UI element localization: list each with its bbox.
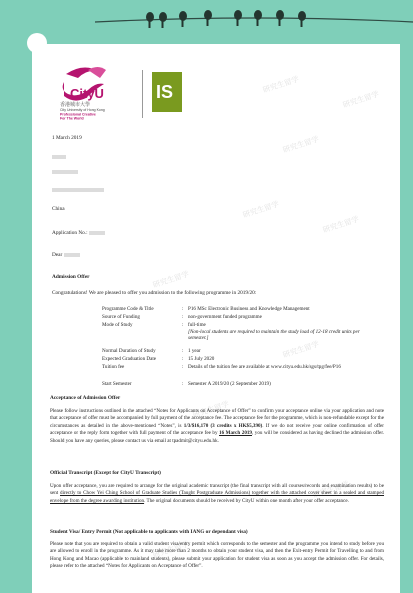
watermark: 研究生留学 <box>151 269 190 290</box>
detail-value: non-government funded programme <box>188 314 262 320</box>
detail-note: [Non-local students are required to maintain the study load of 12-18 credit units per semester.] <box>188 329 360 342</box>
cityu-logo-icon <box>58 64 140 120</box>
salutation: Dear <box>52 252 63 258</box>
acceptance-heading: Acceptance of Admission Offer <box>50 395 121 401</box>
detail-label: Normal Duration of Study <box>102 348 156 354</box>
detail-value: Details of the tuition fee are available at www.cityu.edu.hk/sgs/tpg/fee/P16 <box>188 364 341 370</box>
watermark: 研究生留学 <box>281 134 320 155</box>
detail-label: Mode of Study <box>102 322 133 328</box>
detail-label: Start Semester <box>102 381 132 387</box>
is-department-logo-icon <box>152 72 182 112</box>
address-line <box>52 169 78 176</box>
cityu-mark: CityU <box>70 86 104 101</box>
application-no-line <box>52 230 105 237</box>
watermark: 研究生留学 <box>281 339 320 360</box>
application-no-label: Application No.: <box>52 230 88 236</box>
detail-value: 1 year <box>188 348 201 354</box>
watermark: 研究生留学 <box>191 399 230 420</box>
letter-date: 1 March 2019 <box>52 135 82 141</box>
department-mark: IS <box>156 82 174 102</box>
address-line <box>52 154 66 161</box>
watermark: 研究生留学 <box>261 74 300 95</box>
watermark: 研究生留学 <box>321 214 360 235</box>
detail-value: Semester A 2019/20 (2 September 2019) <box>188 381 271 387</box>
watermark: 研究生留学 <box>151 539 190 560</box>
visa-paragraph: Please note that you are required to obtain a valid student visa/entry permit which corresponds to the semester and the programme you intend to study before you are allowed to enroll in the programme. As it may take more than 2 months to obtain your student visa, and then the Exit-entry Permit for Travelling to and from Hong Kong and Macao (applicable to mainland students), please submit your application for student visa as soon as you accept the admission offer. For details, please refer to the attached “Notes for Applicants on Acceptance of Offer”. <box>50 541 384 570</box>
acceptance-paragraph: Please follow instructions outlined in the attached “Notes for Applicants on Acceptance of Offer” to confirm your acceptance online via your application and note that acceptance of offer must be accompanied by full payment of the acceptance fee. The acceptance fee for the programme, which is non-refundable except for the circumstances as detailed in the above-mentioned “Notes”, is 1/3/$16,170 (3 credits x HK$5,390). If we do not receive your online confirmation of offer acceptance or the reply form together with full payment of the acceptance fee by 16 March 2019, you will be considered as having declined the admission offer. Should you have any queries, please contact us via email at tpadmit@cityu.edu.hk. <box>50 408 385 444</box>
cityu-english-name: City University of Hong Kong <box>60 108 105 112</box>
detail-value: full-time <box>188 322 206 328</box>
transcript-paragraph: Upon offer acceptance, you are required to arrange for the original academic transcript (the final transcript with all courses/records and examination results) to be sent directly to Chow Yei Ching School of Graduate Studies (Taught Postgraduate Admissions) together with the attached cover sheet in a sealed and stamped envelope from the degree awarding institution. The original documents should be received by CityU within one month after your offer acceptance. <box>50 483 385 504</box>
birds-on-wire-icon <box>95 0 413 44</box>
offer-letter-page: 研究生留学 研究生留学 研究生留学 研究生留学 研究生留学 研究生留学 研究生留学 研究生留学 研究生留学 研究生留学 CityU 香港城市大學 City University of Hong Kong Professional Creative For The World IS 1 March 2019 China Application No.: Dear Admission Offer Congratulations! We are pleased to offer you admission to the following programme in 2019/20: Programme Code & Title : P16 MSc Electronic Business and Knowledge Management Source of Funding : non-government funded programme Mode of Study : full-time [Non-local students are required to maintain the study load of 12-18 credit units per semester.] Normal Duration of Study : 1 year Expected Graduation Date : 15 July 2020 Tuition fee : Details of the tuition fee are available at www.cityu.edu.hk/sgs/tpg/fee/P16 Start Semester : Semester A 2019/20 (2 September 2019) Acceptance of Admission Offer Please follow instructions outlined in the attached “Notes for Applicants on Acceptance of Offer” to confirm your acceptance online via your application and note that acceptance of offer must be accompanied by full payment of the acceptance fee. The acceptance fee for the programme, which is non-refundable except for the circumstances as detailed in the above-mentioned “Notes”, is 1/3/$16,170 (3 credits x HK$5,390). If we do not receive your online confirmation of offer acceptance or the reply form together with full payment of the acceptance fee by 16 March 2019, you will be considered as having declined the admission offer. Should you have any queries, please contact us via email at tpadmit@cityu.edu.hk. Official Transcript (Except for CityU Transcript) Upon offer acceptance, you are required to arrange for the original academic transcript (the final transcript with all courses/records and examination results) to be sent directly to Chow Yei Ching School of Graduate Studies (Taught Postgraduate Admissions) together with the attached cover sheet in a sealed and stamped envelope from the degree awarding institution. The original documents should be received by CityU within one month after your offer acceptance. Student Visa/ Entry Permit (Not applicable to applicants with IANG or dependant visa) Please note that you are required to obtain a valid student visa/entry permit which corresponds to the semester and the programme you intend to study before you are allowed to enroll in the programme. As it may take more than 2 months to obtain your student visa, and then the Exit-entry Permit for Travelling to and from Hong Kong and Macao (applicable to mainland students), please submit your application for student visa as soon as you accept the admission offer. For details, please refer to the attached “Notes for Applicants on Acceptance of Offer”. <box>32 44 400 593</box>
cityu-tagline-1: Professional Creative <box>60 112 96 117</box>
detail-label: Tuition fee <box>102 364 125 370</box>
detail-label: Source of Funding <box>102 314 140 320</box>
intro-text: Congratulations! We are pleased to offer you admission to the following programme in 2019/20: <box>52 290 257 296</box>
university-logo <box>58 64 183 124</box>
cityu-tagline-2: For The World <box>60 116 84 120</box>
detail-label: Programme Code & Title <box>102 306 154 312</box>
salutation-line <box>52 252 80 259</box>
transcript-heading: Official Transcript (Except for CityU Transcript) <box>50 470 161 476</box>
address-line <box>52 187 104 194</box>
address-country: China <box>52 206 65 212</box>
detail-value: 15 July 2020 <box>188 356 215 362</box>
watermark: 研究生留学 <box>241 199 280 220</box>
detail-label: Expected Graduation Date <box>102 356 157 362</box>
cityu-chinese-name: 香港城市大學 <box>60 102 91 108</box>
visa-heading: Student Visa/ Entry Permit (Not applicable to applicants with IANG or dependant visa) <box>50 529 248 535</box>
detail-value: P16 MSc Electronic Business and Knowledge Management <box>188 306 310 312</box>
watermark: 研究生留学 <box>341 89 380 110</box>
watermark: 研究生留学 <box>311 479 350 500</box>
subject-heading: Admission Offer <box>52 274 90 280</box>
logo-divider <box>142 70 143 118</box>
